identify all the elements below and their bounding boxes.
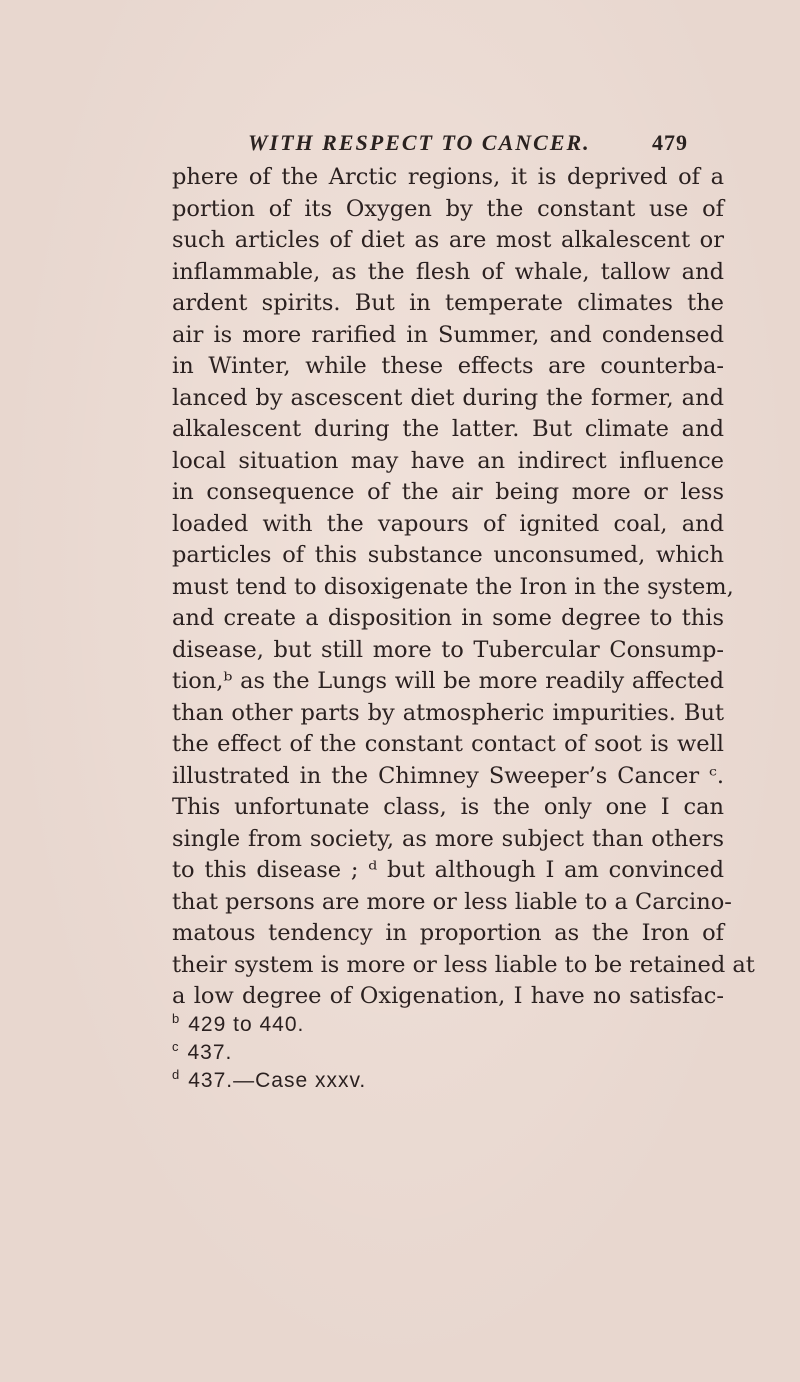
text-line: loaded with the vapours of ignited coal, and	[172, 510, 724, 537]
text-line: air is more rarified in Summer, and condensed	[172, 321, 724, 348]
footnote	[172, 1061, 572, 1092]
text-line: in consequence of the air being more or less	[172, 479, 724, 505]
text-line: their system is more or less liable to be retained at	[172, 951, 755, 978]
footnote-mark: c	[172, 1039, 180, 1054]
footnote-text: 437.	[187, 1041, 233, 1064]
footnote-text: 437.—Case xxxv.	[188, 1069, 367, 1092]
text-line: matous tendency in proportion as the Iron of	[172, 920, 724, 946]
footnote-mark: d	[172, 1067, 181, 1082]
text-line: the effect of the constant contact of soot is well	[172, 731, 724, 757]
text-line: This unfortunate class, is the only one I can	[172, 794, 724, 820]
body-text	[172, 162, 755, 1013]
text-line: disease, but still more to Tubercular Consump-	[172, 636, 724, 663]
text-line: in Winter, while these effects are counterba-	[172, 353, 724, 379]
text-line: alkalescent during the latter. But climate and	[172, 416, 724, 442]
text-line: and create a disposition in some degree to this	[172, 605, 724, 631]
text-line: lanced by ascescent diet during the former, and	[172, 384, 724, 411]
text-line: inflammable, as the flesh of whale, tallow and	[172, 258, 724, 285]
text-line: tion,ᵇ as the Lungs will be more readily affected	[172, 668, 724, 694]
text-line: portion of its Oxygen by the constant use of	[172, 195, 724, 222]
text-line: than other parts by atmospheric impurities. But	[172, 699, 724, 726]
text-line: illustrated in the Chimney Sweeper’s Cancer ᶜ.	[172, 762, 724, 789]
text-line: must tend to disoxigenate the Iron in the system,	[172, 573, 734, 600]
footnote-text: 429 to 440.	[188, 1013, 305, 1036]
footnote	[172, 1033, 572, 1064]
running-head	[248, 130, 688, 160]
footnotes	[172, 1005, 572, 1092]
text-line: that persons are more or less liable to a Carcino-	[172, 888, 732, 915]
text-line: single from society, as more subject than others	[172, 825, 724, 852]
footnote	[172, 1005, 572, 1036]
text-line: such articles of diet as are most alkalescent or	[172, 227, 724, 253]
text-line: ardent spirits. But in temperate climates the	[172, 290, 724, 316]
page-number: 479	[652, 130, 688, 155]
text-line: to this disease ; ᵈ but although I am convinced	[172, 857, 724, 883]
text-line: a low degree of Oxigenation, I have no satisfac-	[172, 983, 724, 1009]
footnote-mark: b	[172, 1011, 181, 1026]
text-line: phere of the Arctic regions, it is deprived of a	[172, 164, 724, 190]
running-head-title: WITH RESPECT TO CANCER.	[248, 130, 591, 155]
text-line: local situation may have an indirect influence	[172, 447, 724, 474]
text-line: particles of this substance unconsumed, which	[172, 542, 724, 568]
